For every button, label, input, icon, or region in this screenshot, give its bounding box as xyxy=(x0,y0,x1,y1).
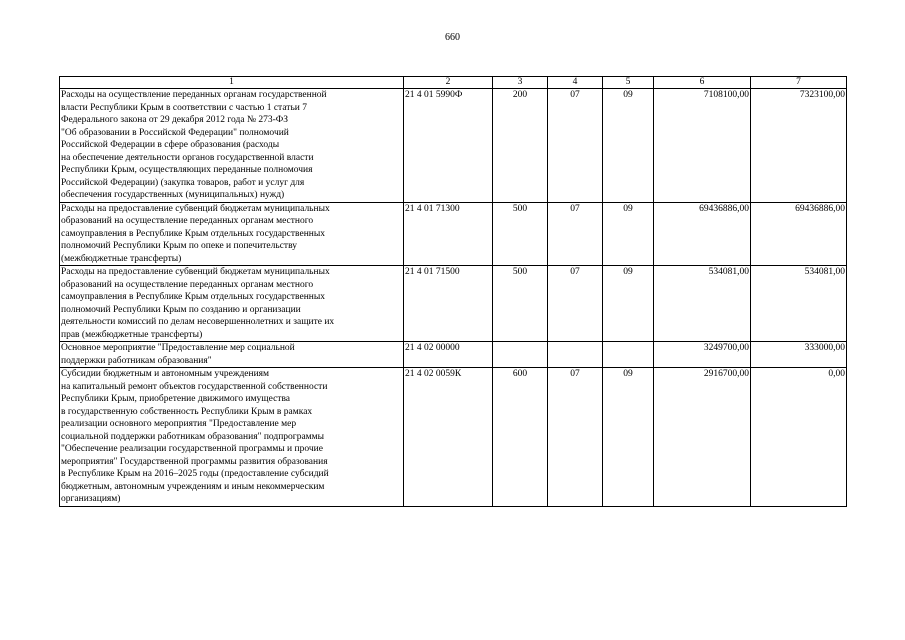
table-row xyxy=(60,89,847,203)
table-row xyxy=(60,368,847,507)
header-cell: 6 xyxy=(654,77,751,89)
row-description: Расходы на предоставление субвенций бюджетам муниципальных образований на осуществление переданных органам местного самоуправления в Республике Крым отдельных государственных полномочий Республики Крым по опеке и попечительству (межбюджетные трансферты) xyxy=(60,202,404,266)
row-sum2: 0,00 xyxy=(751,368,847,507)
row-col4: 07 xyxy=(548,266,603,342)
budget-table xyxy=(59,76,847,507)
row-col3: 200 xyxy=(493,89,548,203)
row-col3: 600 xyxy=(493,368,548,507)
row-code: 21 4 02 00000 xyxy=(404,342,493,368)
row-sum1: 534081,00 xyxy=(654,266,751,342)
row-sum1: 69436886,00 xyxy=(654,202,751,266)
row-col5: 09 xyxy=(603,368,654,507)
table-header-row xyxy=(60,77,847,89)
row-col4: 07 xyxy=(548,368,603,507)
row-col5: 09 xyxy=(603,266,654,342)
row-sum1: 3249700,00 xyxy=(654,342,751,368)
header-cell: 2 xyxy=(404,77,493,89)
header-cell: 1 xyxy=(60,77,404,89)
row-code: 21 4 01 5990Ф xyxy=(404,89,493,203)
row-description: Субсидии бюджетным и автономным учреждениям на капитальный ремонт объектов государственной собственности Республики Крым, приобретение движимого имущества в государственную собственность Республики Крым в рамках реализации основного мероприятия "Предоставление мер социальной поддержки работникам образования" подпрограммы "Обеспечение реализации государственной программы и прочие мероприятия" Государственной программы развития образования в Республике Крым на 2016–2025 годы (предоставление субсидий бюджетным, автономным учреждениям и иным некоммерческим организациям) xyxy=(60,368,404,507)
row-col5: 09 xyxy=(603,202,654,266)
row-sum2: 333000,00 xyxy=(751,342,847,368)
header-cell: 3 xyxy=(493,77,548,89)
row-description: Расходы на осуществление переданных органам государственной власти Республики Крым в соответствии с частью 1 статьи 7 Федерального закона от 29 декабря 2012 года № 273-ФЗ "Об образовании в Российской Федерации" полномочий Российской Федерации в сфере образования (расходы на обеспечение деятельности органов государственной власти Республики Крым, осуществляющих переданные полномочия Российской Федерации) (закупка товаров, работ и услуг для обеспечения государственных (муниципальных) нужд) xyxy=(60,89,404,203)
row-sum2: 69436886,00 xyxy=(751,202,847,266)
table-row xyxy=(60,202,847,266)
row-code: 21 4 02 0059К xyxy=(404,368,493,507)
header-cell: 5 xyxy=(603,77,654,89)
table-row xyxy=(60,266,847,342)
row-col3: 500 xyxy=(493,266,548,342)
row-col4 xyxy=(548,342,603,368)
row-col5: 09 xyxy=(603,89,654,203)
row-col5 xyxy=(603,342,654,368)
row-col4: 07 xyxy=(548,202,603,266)
row-col3 xyxy=(493,342,548,368)
row-sum1: 2916700,00 xyxy=(654,368,751,507)
row-description: Основное мероприятие "Предоставление мер социальной поддержки работникам образования" xyxy=(60,342,404,368)
header-cell: 7 xyxy=(751,77,847,89)
row-col4: 07 xyxy=(548,89,603,203)
row-code: 21 4 01 71500 xyxy=(404,266,493,342)
page-number: 660 xyxy=(445,32,460,43)
row-sum2: 7323100,00 xyxy=(751,89,847,203)
table-row xyxy=(60,342,847,368)
row-description: Расходы на предоставление субвенций бюджетам муниципальных образований на осуществление переданных органам местного самоуправления в Республике Крым отдельных государственных полномочий Республики Крым по созданию и организации деятельности комиссий по делам несовершеннолетних и защите их прав (межбюджетные трансферты) xyxy=(60,266,404,342)
row-code: 21 4 01 71300 xyxy=(404,202,493,266)
header-cell: 4 xyxy=(548,77,603,89)
row-sum1: 7108100,00 xyxy=(654,89,751,203)
row-sum2: 534081,00 xyxy=(751,266,847,342)
row-col3: 500 xyxy=(493,202,548,266)
